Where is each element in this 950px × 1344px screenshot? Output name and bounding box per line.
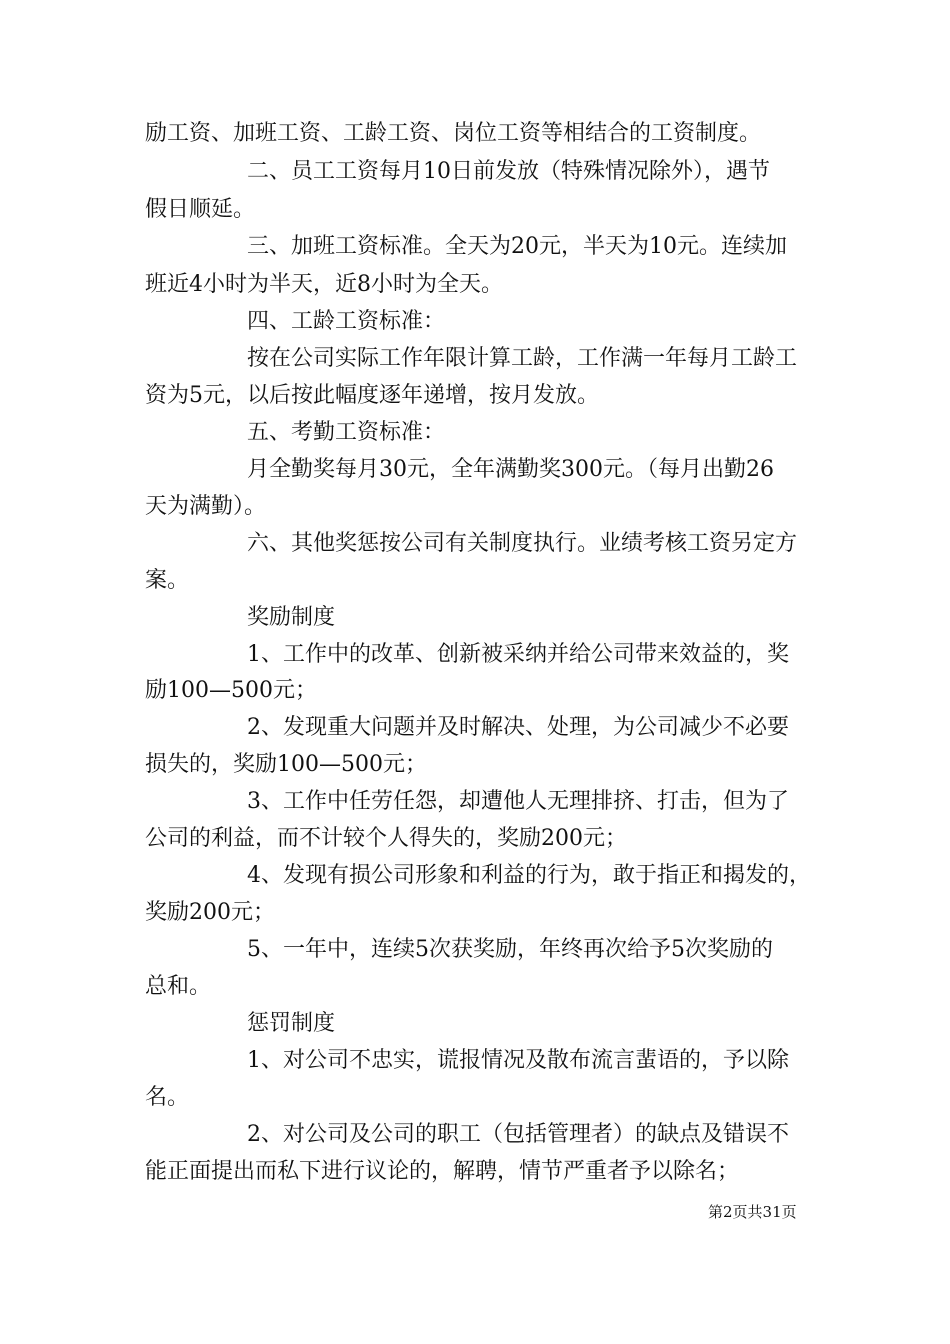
text-line: 损失的，奖励100—500元； [145,752,427,777]
text-line: 四、工龄工资标准： [247,309,446,334]
text-line: 班近4小时为半天，近8小时为全天。 [145,272,503,297]
text-line: 3、工作中任劳任怨，却遭他人无理排挤、打击，但为了 [247,789,789,814]
text-line: 天为满勤）。 [145,494,267,519]
text-line: 奖励200元； [145,900,275,925]
section-heading: 奖励制度 [247,605,336,630]
text-line: 二、员工工资每月10日前发放（特殊情况除外），遇节 [247,159,770,184]
text-line: 案。 [145,568,190,593]
text-line: 六、其他奖惩按公司有关制度执行。业绩考核工资另定方 [247,531,798,556]
text-line: 公司的利益，而不计较个人得失的，奖励200元； [145,826,627,851]
text-line: 资为5元，以后按此幅度逐年递增，按月发放。 [145,383,599,408]
text-line: 1、对公司不忠实，谎报情况及散布流言蜚语的，予以除 [247,1048,789,1073]
text-line: 4、发现有损公司形象和利益的行为，敢于指正和揭发的， [247,863,811,888]
text-line: 名。 [145,1085,190,1110]
section-heading: 惩罚制度 [247,1011,336,1036]
text-line: 1、工作中的改革、创新被采纳并给公司带来效益的，奖 [247,642,789,667]
text-line: 按在公司实际工作年限计算工龄，工作满一年每月工龄工 [247,346,798,371]
text-line: 总和。 [145,974,212,999]
text-line: 5、一年中，连续5次获奖励，年终再次给予5次奖励的 [247,937,773,962]
text-line: 三、加班工资标准。全天为20元，半天为10元。连续加 [247,234,787,259]
text-line: 励100—500元； [145,678,317,703]
text-line: 假日顺延。 [145,197,256,222]
text-line: 五、考勤工资标准： [247,420,446,445]
text-line: 励工资、加班工资、工龄工资、岗位工资等相结合的工资制度。 [145,121,762,146]
text-line: 2、对公司及公司的职工（包括管理者）的缺点及错误不 [247,1122,789,1147]
page-number-footer: 第2页共31页 [708,1203,797,1221]
text-line: 月全勤奖每月30元，全年满勤奖300元。（每月出勤26 [247,457,774,482]
text-line: 2、发现重大问题并及时解决、处理，为公司减少不必要 [247,715,789,740]
text-line: 能正面提出而私下进行议论的，解聘，情节严重者予以除名； [145,1159,740,1184]
